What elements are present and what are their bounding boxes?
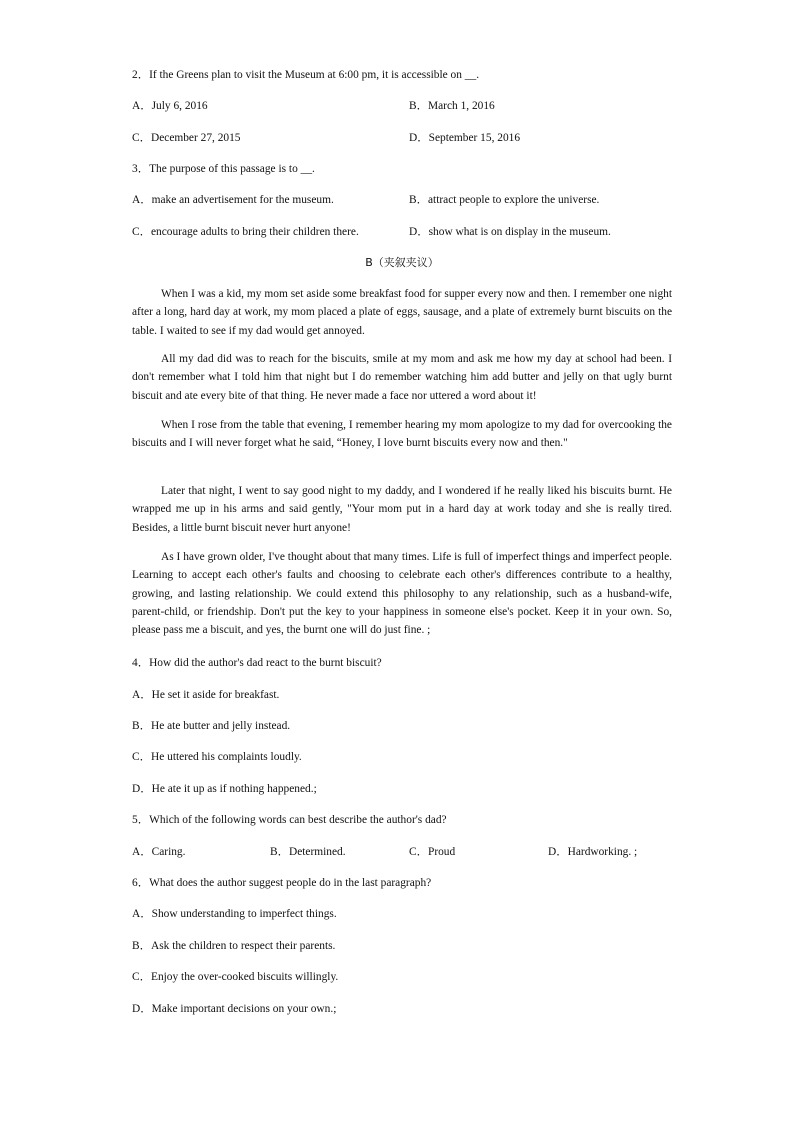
q4-option-a: A．He set it aside for breakfast. [132,689,280,701]
question-5-options-row [132,843,692,861]
q5-option-b: B．Determined. [270,846,346,858]
q2-option-b: B．March 1, 2016 [409,100,495,112]
passage-paragraph-3: When I rose from the table that evening, I remember hearing my mom apologize to my dad for overcooking the biscuits and I will never forget what he said, “Honey, I love burnt biscuits every now and then." [132,419,672,450]
passage-paragraph-2: All my dad did was to reach for the biscuits, smile at my mom and ask me how my day at school had been. I don't remember what I told him that night but I do remember watching him add butter and jelly on that ugly burnt biscuit and ate every bite of that thing. He never made a face nor uttered a word about it! [132,353,672,402]
q6-option-c: C．Enjoy the over-cooked biscuits willingly. [132,971,339,983]
q6-option-b: B．Ask the children to respect their parents. [132,940,336,952]
q3-option-d: D．show what is on display in the museum. [409,226,611,238]
passage-paragraph-5: As I have grown older, I've thought about that many times. Life is full of imperfect things and imperfect people. Learning to accept each other's faults and choosing to celebrate each other's differences contribute to a healthy, growing, and lasting relationship. We could extend this philosophy to any relationship, such as a husband-wife, parent-child, or friendship. Don't put the key to your happiness in someone else's pocket. Keep it in your own. So, please pass me a biscuit, and yes, the burnt one will do just fine. ; [132,551,672,637]
question-2-options-row-1 [132,97,692,115]
question-4: 4．How did the author's dad react to the burnt biscuit? [132,657,382,669]
q4-option-b: B．He ate butter and jelly instead. [132,720,291,732]
q5-option-d: D．Hardworking. ; [548,846,638,858]
question-5: 5．Which of the following words can best describe the author's dad? [132,814,447,826]
q4-option-c: C．He uttered his complaints loudly. [132,751,302,763]
question-3: 3．The purpose of this passage is to __. [132,163,315,175]
section-b-title: B（夹叙夹议） [365,256,439,269]
q3-option-a: A．make an advertisement for the museum. [132,194,334,206]
question-2-options-row-2 [132,129,692,147]
question-3-options-row-2 [132,223,692,241]
q2-option-d: D．September 15, 2016 [409,132,521,144]
q5-option-a: A．Caring. [132,846,186,858]
q4-option-d: D．He ate it up as if nothing happened.; [132,783,317,795]
question-6: 6．What does the author suggest people do in the last paragraph? [132,877,432,889]
q3-option-c: C．encourage adults to bring their children there. [132,226,359,238]
q6-option-a: A．Show understanding to imperfect things. [132,908,337,920]
passage-paragraph-4: Later that night, I went to say good night to my daddy, and I wondered if he really liked his biscuits burnt. He wrapped me up in his arms and said gently, "Your mom put in a hard day at work today and she is really tired. Besides, a little burnt biscuit never hurt anyone! [132,485,672,534]
q5-option-c: C．Proud [409,846,456,858]
q2-option-c: C．December 27, 2015 [132,132,241,144]
passage-paragraph-1: When I was a kid, my mom set aside some breakfast food for supper every now and then. I remember one night after a long, hard day at work, my mom placed a plate of eggs, sausage, and a plate of extremely burnt biscuits on the table. I waited to see if my dad would get annoyed. [132,288,672,337]
question-3-options-row-1 [132,191,692,209]
question-2: 2．If the Greens plan to visit the Museum at 6:00 pm, it is accessible on __. [132,69,480,81]
q3-option-b: B．attract people to explore the universe. [409,194,600,206]
q6-option-d: D．Make important decisions on your own.; [132,1003,337,1015]
q2-option-a: A．July 6, 2016 [132,100,208,112]
